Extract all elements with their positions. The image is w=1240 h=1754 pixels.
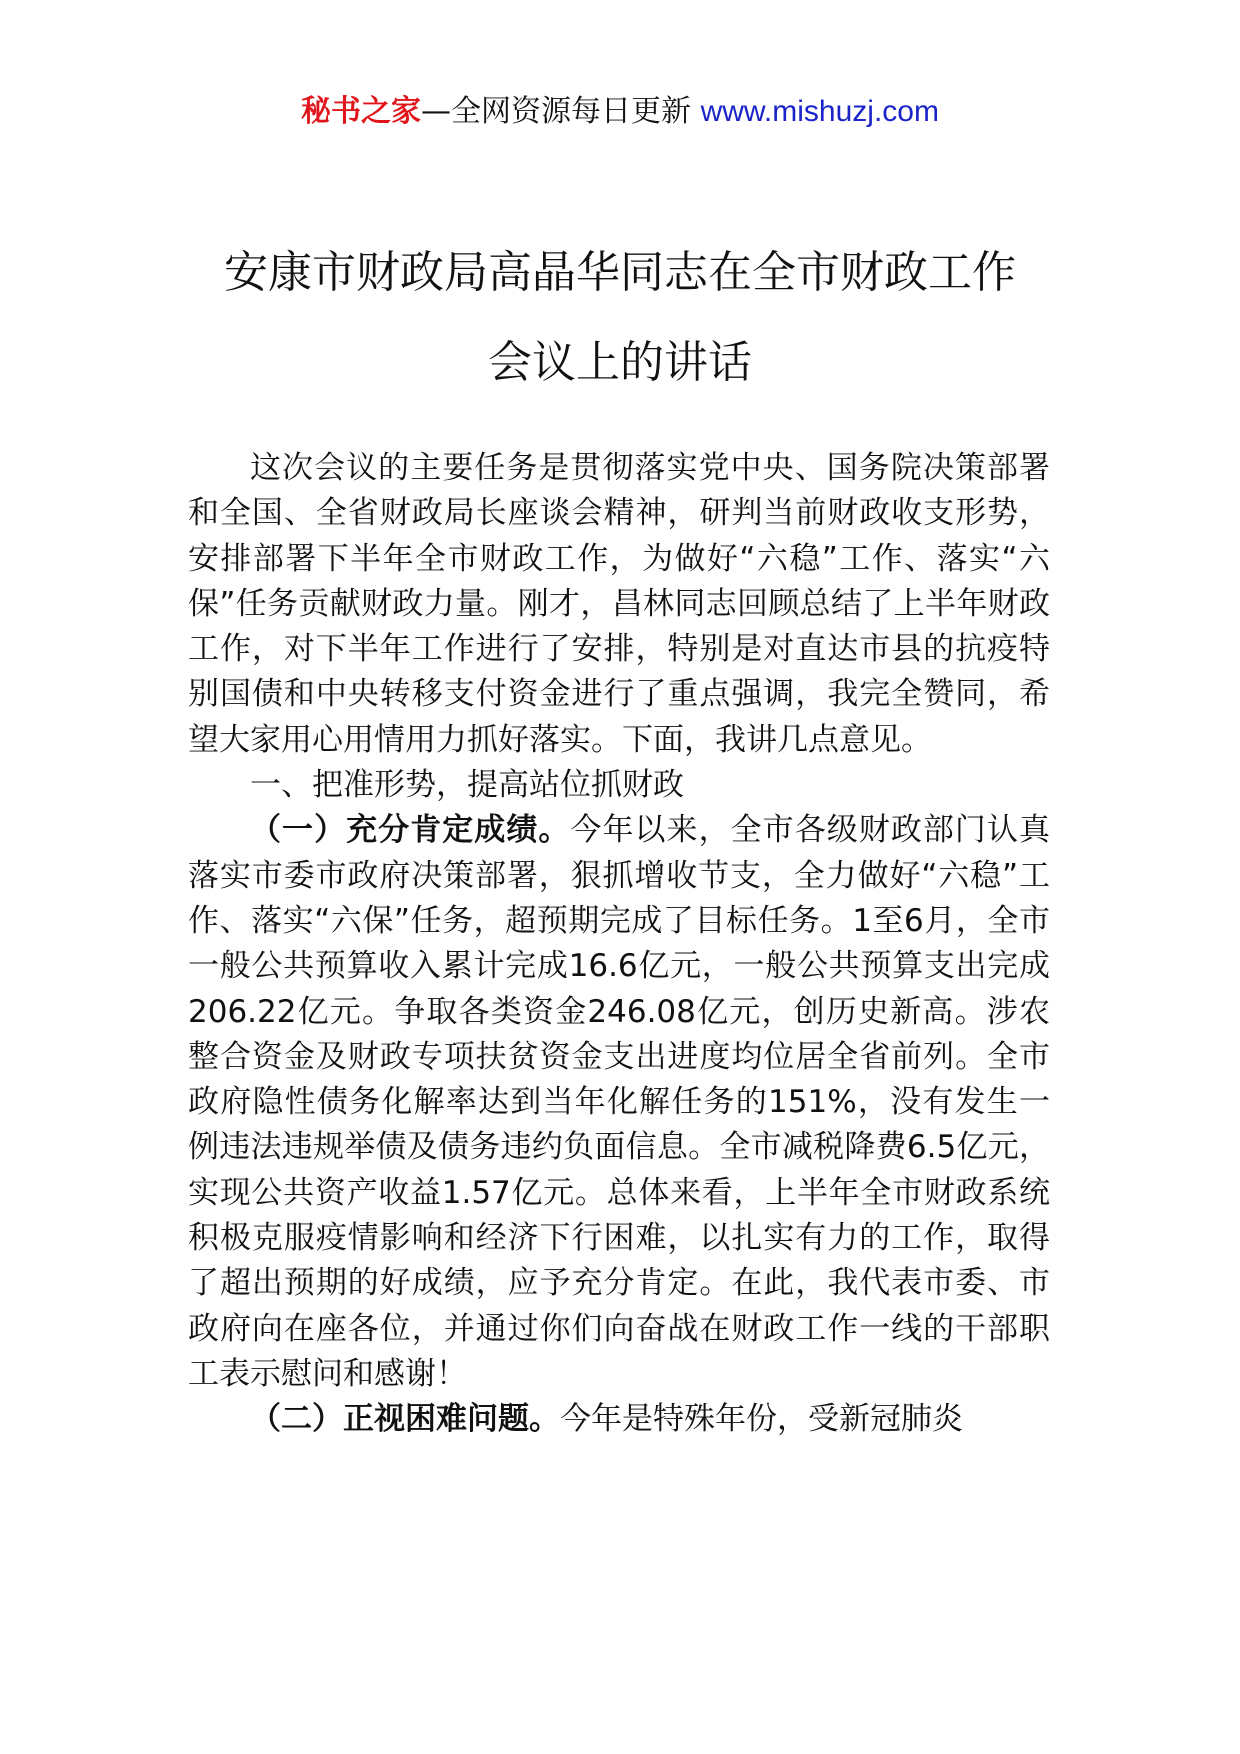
subsection-2-title: （二）正视困难问题。 — [250, 1401, 560, 1438]
subsection-2-text: 今年是特殊年份，受新冠肺炎 — [560, 1401, 963, 1438]
subsection-1 — [188, 808, 1050, 1397]
document-body — [188, 446, 1050, 1443]
intro-paragraph: 这次会议的主要任务是贯彻落实党中央、国务院决策部署和全国、全省财政局长座谈会精神，研判当前财政收支形势，安排部署下半年全市财政工作，为做好“六稳”工作、落实“六保”任务贡献财政力量。刚才，昌林同志回顾总结了上半年财政工作，对下半年工作进行了安排，特别是对直达市县的抗疫特别国债和中央转移支付资金进行了重点强调，我完全赞同，希望大家用心用情用力抓好落实。下面，我讲几点意见。 — [188, 450, 1050, 758]
header-tagline: —全网资源每日更新 — [421, 94, 692, 129]
section-heading-1: 一、把准形势，提高站位抓财政 — [250, 767, 684, 804]
title-line-2: 会议上的讲话 — [488, 337, 752, 388]
subsection-2 — [188, 1397, 1050, 1442]
subsection-1-title: （一）充分肯定成绩。 — [250, 812, 571, 849]
document-title — [0, 228, 1240, 408]
site-header — [0, 92, 1240, 132]
subsection-1-text: 今年以来，全市各级财政部门认真落实市委市政府决策部署，狠抓增收节支，全力做好“六稳”工作、落实“六保”任务，超预期完成了目标任务。1至6月，全市一般公共预算收入累计完成16.6亿元，一般公共预算支出完成206.22亿元。争取各类资金246.08亿元，创历史新高。涉农整合资金及财政专项扶贫资金支出进度均位居全省前列。全市政府隐性债务化解率达到当年化解任务的151%，没有发生一例违法违规举债及债务违约负面信息。全市减税降费6.5亿元，实现公共资产收益1.57亿元。总体来看，上半年全市财政系统积极克服疫情影响和经济下行困难，以扎实有力的工作，取得了超出预期的好成绩，应予充分肯定。在此，我代表市委、市政府向在座各位，并通过你们向奋战在财政工作一线的干部职工表示慰问和感谢！ — [188, 812, 1051, 1392]
title-line-1: 安康市财政局高晶华同志在全市财政工作 — [224, 247, 1016, 298]
site-url-link[interactable]: www.mishuzj.com — [700, 95, 939, 128]
brand-name: 秘书之家 — [301, 94, 422, 129]
